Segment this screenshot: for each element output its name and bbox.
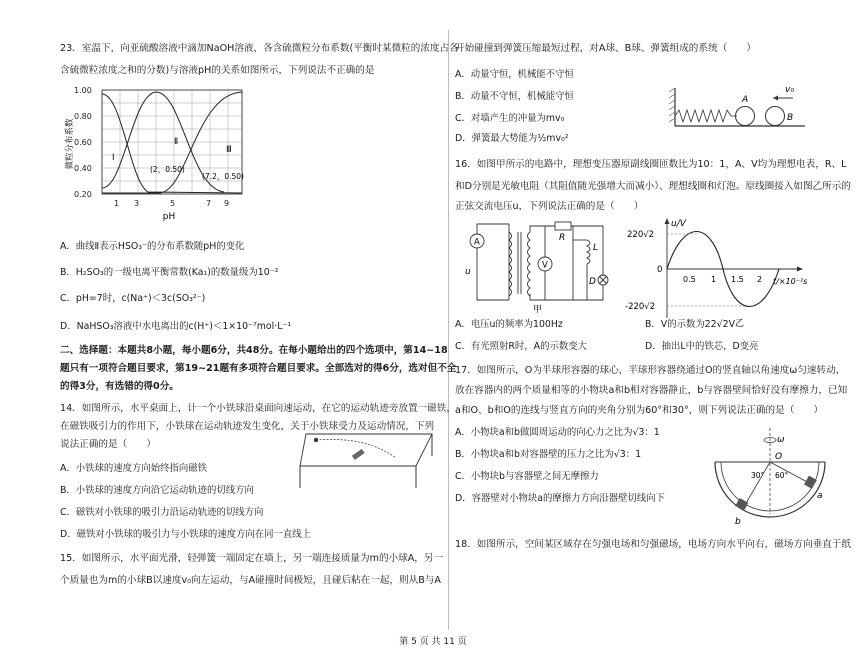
omega-label: ω bbox=[777, 435, 785, 445]
q15-stem-line2: 个质量也为m的小球B以速度v₀向左运动，与A碰撞时间极短，且碰后粘在一起，则从B与A bbox=[60, 575, 441, 586]
q14-option-a: A．小铁球的速度方向始终指向磁铁 bbox=[60, 463, 208, 474]
q14-stem-line3: 说法正确的是（ ） bbox=[60, 439, 156, 450]
q16-stem-line2: 和D分别是光敏电阻（其阻值随光强增大而减小）、理想线圈和灯泡。原线圈接入如图乙所示的 bbox=[455, 181, 851, 192]
ball-a-label: A bbox=[742, 95, 749, 105]
q17-option-d: D．容器壁对小物块a的摩擦力方向沿器壁切线向下 bbox=[455, 493, 665, 504]
curve-label-3: Ⅲ bbox=[226, 145, 232, 155]
curve-label-1: Ⅰ bbox=[112, 153, 115, 163]
chart-y-label: 微粒分布系数 bbox=[65, 118, 75, 170]
q16-stem-line3: 正弦交流电压u，下列说法正确的是（ ） bbox=[455, 201, 644, 212]
inductor-label: L bbox=[593, 243, 599, 253]
wave-tick-2: 1 bbox=[711, 275, 717, 284]
block-b-label: b bbox=[735, 517, 741, 526]
wave-tick-1: 0.5 bbox=[683, 275, 696, 284]
lamp-label: D bbox=[589, 277, 596, 287]
block-a-label: a bbox=[817, 491, 823, 501]
ammeter-label: A bbox=[474, 237, 480, 248]
svg-text:1.00: 1.00 bbox=[74, 86, 92, 95]
angle-30-label: 30° bbox=[751, 471, 765, 480]
section2-line2: 题只有一项符合题目要求，第19~21题有多项符合题目要求。全部选对的得6分，选对但不全 bbox=[60, 363, 457, 374]
q16-wave-figure bbox=[623, 214, 833, 330]
q14-stem-line2: 在磁铁吸引力的作用下，小铁球在运动轨迹发生变化，关于小铁球受力及运动情况，下列 bbox=[60, 421, 435, 432]
wave-tick-3: 1.5 bbox=[731, 275, 744, 284]
wave-x-label: t/×10⁻²s bbox=[773, 277, 808, 286]
svg-text:0.80: 0.80 bbox=[74, 112, 92, 121]
page-footer: 第 5 页 共 11 页 bbox=[399, 637, 467, 647]
q16-option-c: C．有光照射R时，A的示数变大 bbox=[455, 341, 587, 352]
point-label-2: (7.2，0.50) bbox=[202, 172, 244, 181]
point-label-1: (2，0.50) bbox=[150, 165, 185, 174]
q23-option-d: D．NaHSO₃溶液中水电离出的c(H⁺)＜1×10⁻⁷mol·L⁻¹ bbox=[60, 321, 292, 332]
curve-label-2: Ⅱ bbox=[174, 137, 179, 147]
q17-hemisphere-figure bbox=[711, 426, 829, 526]
q15-continue-line: 开始碰撞到弹簧压缩最短过程，对A球、B球、弹簧组成的系统（ ） bbox=[455, 43, 756, 54]
velocity-label: v₀ bbox=[785, 85, 794, 95]
svg-text:3: 3 bbox=[134, 199, 140, 208]
svg-text:1: 1 bbox=[114, 199, 120, 208]
wave-tick-4: 2 bbox=[757, 275, 763, 284]
q15-option-b: B．动量不守恒，机械能守恒 bbox=[455, 91, 574, 102]
wave-y-label: u/V bbox=[671, 219, 686, 229]
center-o-label: O bbox=[775, 452, 783, 462]
q23-stem-line1: 23．室温下，向亚硫酸溶液中滴加NaOH溶液，各含硫微粒分布系数(平衡时某微粒的浓度占各 bbox=[60, 43, 459, 54]
svg-text:9: 9 bbox=[224, 199, 230, 208]
q14-table-figure bbox=[296, 426, 436, 492]
resistor-label: R bbox=[559, 233, 566, 243]
q23-option-c: C．pH=7时，c(Na⁺)＜3c(SO₃²⁻) bbox=[60, 293, 206, 304]
wave-ymin: -220√2 bbox=[625, 302, 656, 312]
q15-option-c: C．对墙产生的冲量为mv₀ bbox=[455, 113, 565, 124]
q17-option-b: B．小物块a和b对容器壁的压力之比为√3：1 bbox=[455, 449, 642, 460]
q23-option-a: A．曲线Ⅱ表示HSO₃⁻的分布系数随pH的变化 bbox=[60, 241, 245, 252]
q14-stem-line1: 14．如图所示，水平桌面上，计一个小铁球沿桌面向速运动，在它的运动轨迹旁放置一磁铁， bbox=[60, 403, 456, 414]
q17-option-a: A．小物块a和b做圆周运动的向心力之比为√3：1 bbox=[455, 427, 660, 438]
q17-stem-line1: 17．如图所示，O为半球形容器的球心，半球形容器绕通过O的竖直轴以角速度ω匀速转动， bbox=[455, 365, 846, 376]
voltmeter-label: V bbox=[542, 260, 548, 271]
svg-text:7: 7 bbox=[206, 199, 212, 208]
q16-stem-line1: 16．如图甲所示的电路中，理想变压器原副线圈匝数比为10：1，A、V均为理想电表，R、L bbox=[455, 159, 847, 170]
q14-option-d: D．磁铁对小铁球的吸引力与小铁球的速度方向在同一直线上 bbox=[60, 529, 311, 540]
wave-ymax: 220√2 bbox=[627, 230, 655, 240]
section2-line1: 二、选择题：本题共8小题，每小题6分，共48分。在每小题给出的四个选项中，第14~18 bbox=[60, 345, 448, 356]
column-divider bbox=[448, 30, 449, 630]
wave-caption: 乙 bbox=[735, 319, 745, 329]
q14-option-b: B．小铁球的速度方向沿它运动轨迹的切线方向 bbox=[60, 485, 254, 496]
angle-60-label: 60° bbox=[775, 471, 789, 480]
q15-option-d: D．弹簧最大势能为½mv₀² bbox=[455, 133, 569, 144]
q17-stem-line3: a和O、b和O的连线与竖直方向的夹角分别为60°和30°，则下列说法正确的是（ ） bbox=[455, 405, 824, 416]
source-label: u bbox=[465, 267, 471, 277]
q23-option-b: B．H₂SO₃的一级电离平衡常数(Ka₁)的数量级为10⁻² bbox=[60, 267, 279, 278]
q17-option-c: C．小物块b与容器壁之间无摩擦力 bbox=[455, 471, 599, 482]
svg-text:0.20: 0.20 bbox=[74, 190, 92, 199]
svg-text:5: 5 bbox=[170, 199, 176, 208]
wave-zero: 0 bbox=[657, 265, 663, 275]
q15-stem-line1: 15．如图所示，水平面光滑，轻弹簧一端固定在墙上，另一端连接质量为m的小球A，另一 bbox=[60, 553, 444, 564]
svg-text:0.40: 0.40 bbox=[74, 164, 92, 173]
q14-option-c: C．磁铁对小铁球的吸引力沿运动轨迹的切线方向 bbox=[60, 507, 264, 518]
section2-line3: 的得3分，有选错的得0分。 bbox=[60, 381, 179, 392]
q23-distribution-chart bbox=[64, 84, 274, 234]
chart-x-label: pH bbox=[162, 212, 176, 222]
circuit-caption: 甲 bbox=[533, 305, 543, 314]
q23-stem-line2: 含硫微粒浓度之和的分数)与溶液pH的关系如图所示，下列说法不正确的是 bbox=[60, 65, 375, 76]
svg-text:0.60: 0.60 bbox=[74, 138, 92, 147]
q17-stem-line2: 放在容器内的两个质量相等的小物块a和b相对容器静止，b与容器壁间恰好没有摩擦力，已知 bbox=[455, 385, 848, 396]
q16-option-a: A．电压u的频率为100Hz bbox=[455, 319, 563, 330]
q16-circuit-figure bbox=[463, 218, 613, 314]
q16-option-b: B．V的示数为22√2V bbox=[645, 319, 736, 330]
q16-option-d: D．抽出L中的铁芯，D变亮 bbox=[645, 341, 759, 352]
q15-spring-figure bbox=[669, 78, 809, 134]
q15-option-a: A．动量守恒，机械能不守恒 bbox=[455, 69, 574, 80]
q18-stem-line1: 18．如图所示，空间某区域存在匀强电场和匀强磁场，电场方向水平向右，磁场方向垂直于纸 bbox=[455, 539, 851, 550]
ball-b-label: B bbox=[787, 113, 794, 123]
